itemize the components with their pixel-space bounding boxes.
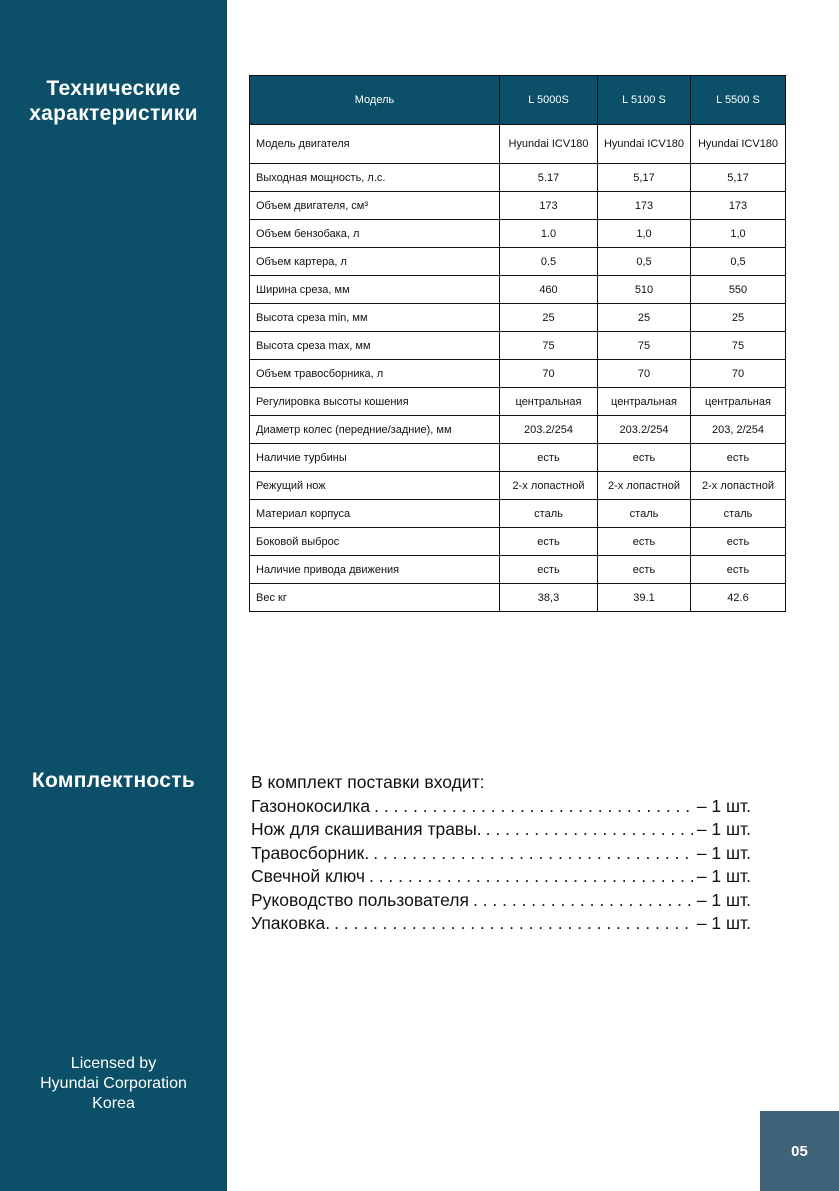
spec-value: 1,0 bbox=[691, 220, 786, 248]
spec-label: Объем бензобака, л bbox=[250, 220, 500, 248]
spec-value: 203, 2/254 bbox=[691, 416, 786, 444]
spec-value: 203.2/254 bbox=[500, 416, 598, 444]
spec-label: Вес кг bbox=[250, 584, 500, 612]
spec-value: 0,5 bbox=[598, 248, 691, 276]
spec-value: 70 bbox=[500, 360, 598, 388]
page-number-box bbox=[760, 1111, 839, 1191]
spec-value: 0.5 bbox=[500, 248, 598, 276]
spec-value: 75 bbox=[500, 332, 598, 360]
table-row bbox=[250, 388, 786, 416]
spec-value: есть bbox=[598, 444, 691, 472]
spec-value: есть bbox=[598, 528, 691, 556]
spec-table bbox=[249, 75, 786, 612]
license-line2: Hyundai Corporation bbox=[40, 1075, 187, 1092]
spec-value: сталь bbox=[500, 500, 598, 528]
spec-value: 2-х лопастной bbox=[691, 472, 786, 500]
spec-value: 70 bbox=[598, 360, 691, 388]
spec-value: 70 bbox=[691, 360, 786, 388]
spec-value: 510 bbox=[598, 276, 691, 304]
kit-item-leader-dots bbox=[330, 912, 693, 936]
kit-item-leader-dots bbox=[370, 795, 693, 819]
kit-item bbox=[251, 818, 751, 842]
kit-items bbox=[251, 795, 751, 936]
kit-item-qty: – 1 шт. bbox=[696, 842, 751, 863]
spec-label: Высота среза min, мм bbox=[250, 304, 500, 332]
page-number: 05 bbox=[791, 1142, 808, 1160]
spec-value: 25 bbox=[500, 304, 598, 332]
spec-value: центральная bbox=[691, 388, 786, 416]
license-line3: Korea bbox=[92, 1095, 135, 1112]
spec-value: есть bbox=[500, 444, 598, 472]
spec-value: сталь bbox=[598, 500, 691, 528]
spec-value: 75 bbox=[691, 332, 786, 360]
spec-value: 5,17 bbox=[691, 164, 786, 192]
table-row bbox=[250, 304, 786, 332]
spec-value: центральная bbox=[598, 388, 691, 416]
spec-value: 2-х лопастной bbox=[598, 472, 691, 500]
kit-item-qty: – 1 шт. bbox=[696, 866, 751, 886]
spec-value: 75 bbox=[598, 332, 691, 360]
table-row bbox=[250, 276, 786, 304]
spec-value: 38,3 bbox=[500, 584, 598, 612]
kit-item-name: Руководство пользователя bbox=[251, 889, 469, 910]
model-header-1: L 5000S bbox=[500, 76, 598, 125]
kit-item-name: Нож для скашивания травы. bbox=[251, 819, 482, 839]
kit-item-leader-dots bbox=[482, 818, 693, 842]
table-row bbox=[250, 192, 786, 220]
spec-header-row bbox=[250, 76, 786, 125]
model-header-3: L 5500 S bbox=[691, 76, 786, 125]
kit-item-name: Упаковка. bbox=[251, 913, 331, 933]
table-row bbox=[250, 444, 786, 472]
table-row bbox=[250, 164, 786, 192]
table-row bbox=[250, 332, 786, 360]
spec-section-heading bbox=[0, 76, 227, 126]
kit-item-leader-dots bbox=[469, 889, 693, 913]
table-row bbox=[250, 472, 786, 500]
spec-value: 173 bbox=[598, 192, 691, 220]
spec-value: 173 bbox=[691, 192, 786, 220]
kit-item bbox=[251, 912, 751, 936]
spec-label: Материал корпуса bbox=[250, 500, 500, 528]
table-row bbox=[250, 248, 786, 276]
spec-heading-line1: Технические bbox=[46, 77, 181, 100]
spec-value: есть bbox=[691, 528, 786, 556]
spec-value: центральная bbox=[500, 388, 598, 416]
model-header-label: Модель bbox=[250, 76, 500, 125]
spec-label: Ширина среза, мм bbox=[250, 276, 500, 304]
model-header-2: L 5100 S bbox=[598, 76, 691, 125]
spec-value: 203.2/254 bbox=[598, 416, 691, 444]
spec-value: 1,0 bbox=[598, 220, 691, 248]
table-row bbox=[250, 220, 786, 248]
spec-value: 42.6 bbox=[691, 584, 786, 612]
spec-value: 1.0 bbox=[500, 220, 598, 248]
spec-value: 2-х лопастной bbox=[500, 472, 598, 500]
sidebar bbox=[0, 0, 227, 1191]
spec-label: Боковой выброс bbox=[250, 528, 500, 556]
spec-label: Объем картера, л bbox=[250, 248, 500, 276]
spec-value: 173 bbox=[500, 192, 598, 220]
table-row bbox=[250, 556, 786, 584]
spec-value: 5,17 bbox=[598, 164, 691, 192]
spec-value: Hyundai ICV180 bbox=[598, 125, 691, 164]
kit-intro: В комплект поставки входит: bbox=[251, 772, 485, 792]
table-row bbox=[250, 360, 786, 388]
spec-value: Hyundai ICV180 bbox=[691, 125, 786, 164]
spec-value: сталь bbox=[691, 500, 786, 528]
kit-item bbox=[251, 842, 751, 866]
spec-value: 460 bbox=[500, 276, 598, 304]
kit-item-name: Свечной ключ bbox=[251, 866, 365, 886]
spec-label: Наличие привода движения bbox=[250, 556, 500, 584]
kit-item-qty: – 1 шт. bbox=[696, 889, 751, 910]
kit-item bbox=[251, 889, 751, 913]
spec-label: Высота среза max, мм bbox=[250, 332, 500, 360]
spec-value: есть bbox=[500, 556, 598, 584]
spec-label: Диаметр колес (передние/задние), мм bbox=[250, 416, 500, 444]
kit-item bbox=[251, 865, 751, 889]
spec-label: Режущий нож bbox=[250, 472, 500, 500]
spec-table-body bbox=[250, 125, 786, 612]
spec-label: Наличие турбины bbox=[250, 444, 500, 472]
spec-value: есть bbox=[691, 444, 786, 472]
table-row bbox=[250, 125, 786, 164]
spec-label: Выходная мощность, л.с. bbox=[250, 164, 500, 192]
table-row bbox=[250, 500, 786, 528]
spec-value: есть bbox=[500, 528, 598, 556]
kit-item-leader-dots bbox=[365, 865, 693, 889]
spec-value: 25 bbox=[691, 304, 786, 332]
kit-list bbox=[251, 771, 751, 936]
kit-item-qty: – 1 шт. bbox=[696, 913, 751, 933]
kit-section-heading: Комплектность bbox=[31, 769, 196, 792]
kit-item-qty: – 1 шт. bbox=[696, 795, 751, 816]
license-line1: Licensed by bbox=[70, 1055, 157, 1072]
kit-item-leader-dots bbox=[369, 842, 693, 866]
table-row bbox=[250, 416, 786, 444]
spec-value: есть bbox=[598, 556, 691, 584]
spec-value: 25 bbox=[598, 304, 691, 332]
spec-value: 5.17 bbox=[500, 164, 598, 192]
spec-heading-line2: характеристики bbox=[29, 102, 198, 125]
table-row bbox=[250, 584, 786, 612]
spec-value: 550 bbox=[691, 276, 786, 304]
kit-item-qty: – 1 шт. bbox=[696, 819, 751, 839]
table-row bbox=[250, 528, 786, 556]
spec-label: Объем травосборника, л bbox=[250, 360, 500, 388]
spec-label: Объем двигателя, см³ bbox=[250, 192, 500, 220]
license-note bbox=[0, 1054, 227, 1114]
spec-value: 0,5 bbox=[691, 248, 786, 276]
spec-value: 39.1 bbox=[598, 584, 691, 612]
spec-label: Модель двигателя bbox=[250, 125, 500, 164]
kit-item-name: Газонокосилка bbox=[251, 795, 371, 816]
spec-label: Регулировка высоты кошения bbox=[250, 388, 500, 416]
spec-value: Hyundai ICV180 bbox=[500, 125, 598, 164]
kit-item-name: Травосборник. bbox=[251, 842, 370, 863]
spec-value: есть bbox=[691, 556, 786, 584]
kit-item bbox=[251, 795, 751, 819]
